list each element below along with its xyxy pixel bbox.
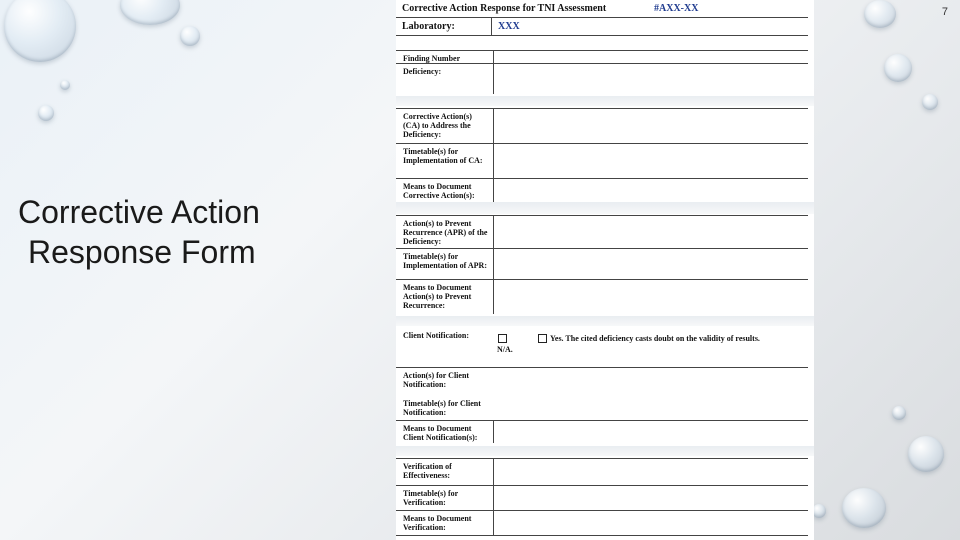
client-timetable-row[interactable] <box>396 396 808 421</box>
row-label: Action(s) for Client Notification: <box>403 371 470 389</box>
water-drop-decoration <box>864 0 896 28</box>
row-label: Means to Document Client Notification(s): <box>403 424 478 442</box>
ca-timetable-row[interactable] <box>396 144 808 179</box>
form-title-row <box>396 0 808 18</box>
client-notification-section <box>396 327 808 443</box>
finding-section <box>396 50 808 94</box>
verification-section <box>396 458 808 536</box>
water-drop-decoration <box>120 0 180 25</box>
verification-document-row[interactable] <box>396 511 808 536</box>
slide-title-line2: Response Form <box>28 234 256 270</box>
corrective-action-section <box>396 108 808 203</box>
laboratory-row <box>396 18 808 36</box>
water-drop-decoration <box>812 504 826 518</box>
row-label: Timetable(s) for Implementation of APR: <box>403 252 487 270</box>
water-drop-decoration <box>842 488 886 528</box>
client-action-row[interactable] <box>396 368 808 396</box>
finding-number-row[interactable] <box>396 50 808 64</box>
yes-checkbox[interactable] <box>538 334 547 343</box>
row-label: Client Notification: <box>403 331 469 340</box>
na-checkbox[interactable] <box>498 334 507 343</box>
section-gap <box>396 316 814 326</box>
slide-title-line1: Corrective Action <box>18 194 260 230</box>
row-label: Means to Document Action(s) to Prevent Recurrence: <box>403 283 472 310</box>
header-divider <box>491 18 492 35</box>
water-drop-decoration <box>38 105 54 121</box>
slide-title <box>18 192 318 272</box>
laboratory-value: XXX <box>498 21 520 32</box>
corrective-action-form <box>396 0 814 540</box>
row-label: Timetable(s) for Verification: <box>403 489 459 507</box>
water-drop-decoration <box>922 94 938 110</box>
row-label: Deficiency: <box>403 67 442 76</box>
apr-timetable-row[interactable] <box>396 249 808 280</box>
deficiency-row[interactable] <box>396 64 808 94</box>
row-label: Verification of Effectiveness: <box>403 462 452 480</box>
verification-timetable-row[interactable] <box>396 486 808 511</box>
water-drop-decoration <box>908 436 944 472</box>
client-document-row[interactable] <box>396 421 808 443</box>
apr-document-row[interactable] <box>396 280 808 314</box>
verification-row[interactable] <box>396 458 808 486</box>
section-gap <box>396 202 814 214</box>
water-drop-decoration <box>60 80 70 90</box>
laboratory-label: Laboratory: <box>402 21 455 32</box>
row-label: Timetable(s) for Implementation of CA: <box>403 147 483 165</box>
client-notification-row <box>396 327 808 368</box>
form-header <box>396 0 808 36</box>
water-drop-decoration <box>892 406 906 420</box>
prevent-recurrence-section <box>396 215 808 314</box>
form-code: #AXX-XX <box>654 3 699 14</box>
ca-document-row[interactable] <box>396 179 808 203</box>
row-label: Means to Document Verification: <box>403 514 472 532</box>
yes-option-label: Yes. The cited deficiency casts doubt on the validity of results. <box>550 334 760 343</box>
row-label: Timetable(s) for Client Notification: <box>403 399 481 417</box>
water-drop-decoration <box>884 54 912 82</box>
form-title: Corrective Action Response for TNI Assessment <box>402 3 607 14</box>
water-drop-decoration <box>4 0 76 62</box>
section-gap <box>396 96 814 106</box>
row-label: Means to Document Corrective Action(s): <box>403 182 475 200</box>
na-option-label: N/A. <box>497 345 513 354</box>
row-label: Finding Number <box>403 54 461 63</box>
corrective-action-row[interactable] <box>396 108 808 144</box>
row-label: Corrective Action(s) (CA) to Address the Deficiency: <box>403 112 472 139</box>
row-label: Action(s) to Prevent Recurrence (APR) of the Deficiency: <box>403 219 488 246</box>
apr-row[interactable] <box>396 215 808 249</box>
water-drop-decoration <box>180 26 200 46</box>
slide-number: 7 <box>941 6 948 18</box>
section-gap <box>396 446 814 456</box>
